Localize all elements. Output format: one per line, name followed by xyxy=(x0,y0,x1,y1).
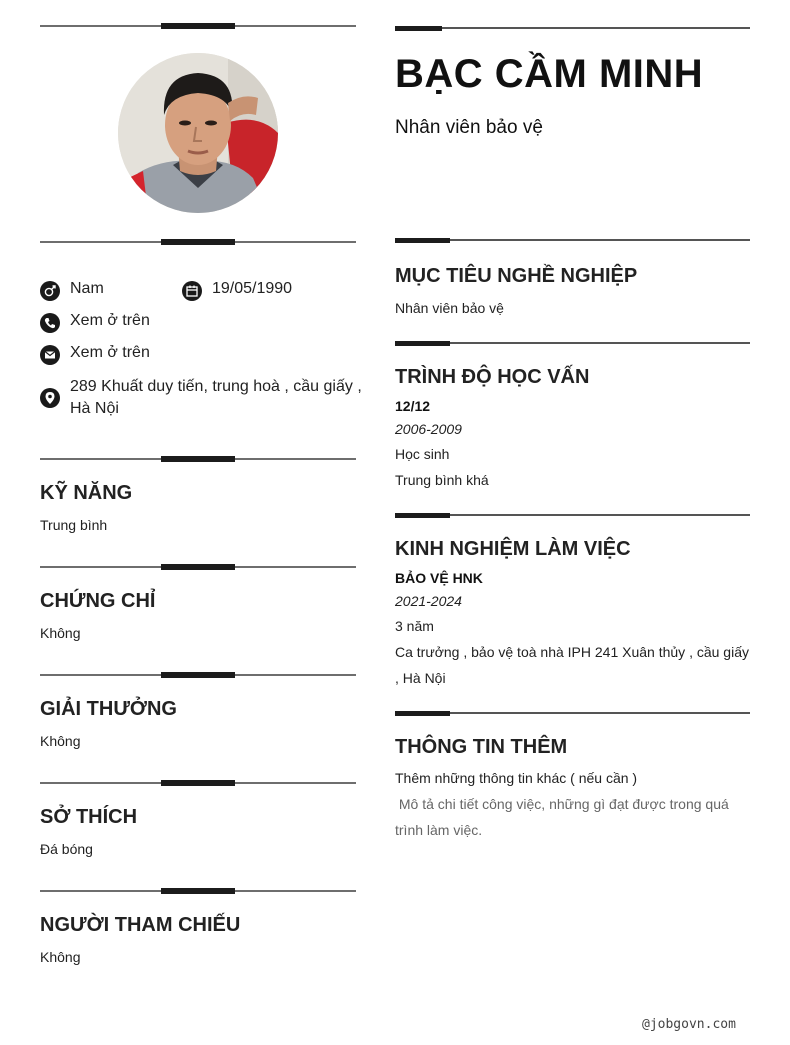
education-grade: Trung bình khá xyxy=(395,472,489,488)
additional-line-1: Thêm những thông tin khác ( nếu cần ) xyxy=(395,770,638,786)
experience-period: 2021-2024 xyxy=(395,593,462,609)
education-title: TRÌNH ĐỘ HỌC VẤN xyxy=(395,366,590,388)
awards-title: GIẢI THƯỞNG xyxy=(40,698,177,720)
certificates-body: Không xyxy=(40,625,81,641)
top-left-divider xyxy=(40,23,356,29)
certificates-divider xyxy=(40,564,356,570)
job-title: Nhân viên bảo vệ xyxy=(395,117,543,138)
references-divider xyxy=(40,888,356,894)
phone-text: Xem ở trên xyxy=(70,312,150,329)
footer-watermark: @jobgovn.com xyxy=(642,1017,736,1032)
birthday-text: 19/05/1990 xyxy=(212,280,293,297)
awards-divider xyxy=(40,672,356,678)
education-school: 12/12 xyxy=(395,398,431,414)
additional-title: THÔNG TIN THÊM xyxy=(395,736,568,758)
references-title: NGƯỜI THAM CHIẾU xyxy=(40,914,241,936)
skills-body: Trung bình xyxy=(40,517,108,533)
education-major: Học sinh xyxy=(395,446,450,462)
profile-divider xyxy=(40,239,356,245)
education-divider xyxy=(395,341,750,346)
calendar-icon xyxy=(182,281,202,301)
address-line-1: 289 Khuất duy tiến, trung hoà , cầu giấy , xyxy=(70,378,362,395)
experience-company: BẢO VỆ HNK xyxy=(395,570,483,586)
experience-title: KINH NGHIỆM LÀM VIỆC xyxy=(395,538,631,560)
additional-line-2: Mô tả chi tiết công việc, những gì đạt được trong quá xyxy=(395,796,729,812)
experience-desc-line-2: , Hà Nội xyxy=(395,670,446,686)
skills-title: KỸ NĂNG xyxy=(40,482,133,504)
experience-divider xyxy=(395,513,750,518)
location-pin-icon xyxy=(40,388,60,408)
objective-title: MỤC TIÊU NGHỀ NGHIỆP xyxy=(395,265,638,287)
hobbies-body: Đá bóng xyxy=(40,841,93,857)
top-right-divider xyxy=(395,26,750,31)
candidate-name: BẠC CẦM MINH xyxy=(395,52,704,96)
gender-text: Nam xyxy=(70,280,104,297)
objective-divider xyxy=(395,238,750,243)
hobbies-divider xyxy=(40,780,356,786)
experience-description xyxy=(395,639,749,691)
avatar xyxy=(118,53,278,213)
certificates-title: CHỨNG CHỈ xyxy=(40,590,156,612)
additional-line-3: trình làm việc. xyxy=(395,822,483,838)
additional-divider xyxy=(395,711,750,716)
hobbies-title: SỞ THÍCH xyxy=(40,806,138,828)
awards-body: Không xyxy=(40,733,81,749)
gender-icon xyxy=(40,281,60,301)
email-text: Xem ở trên xyxy=(70,344,150,361)
address-line-2: Hà Nội xyxy=(70,400,119,417)
experience-position: 3 năm xyxy=(395,618,434,634)
education-period: 2006-2009 xyxy=(395,421,462,437)
references-body: Không xyxy=(40,949,81,965)
phone-icon xyxy=(40,313,60,333)
experience-desc-line-1: Ca trưởng , bảo vệ toà nhà IPH 241 Xuân thủy , cầu giấy xyxy=(395,644,749,660)
skills-divider xyxy=(40,456,356,462)
address-text xyxy=(70,376,362,420)
objective-body: Nhân viên bảo vệ xyxy=(395,300,504,316)
mail-icon xyxy=(40,345,60,365)
